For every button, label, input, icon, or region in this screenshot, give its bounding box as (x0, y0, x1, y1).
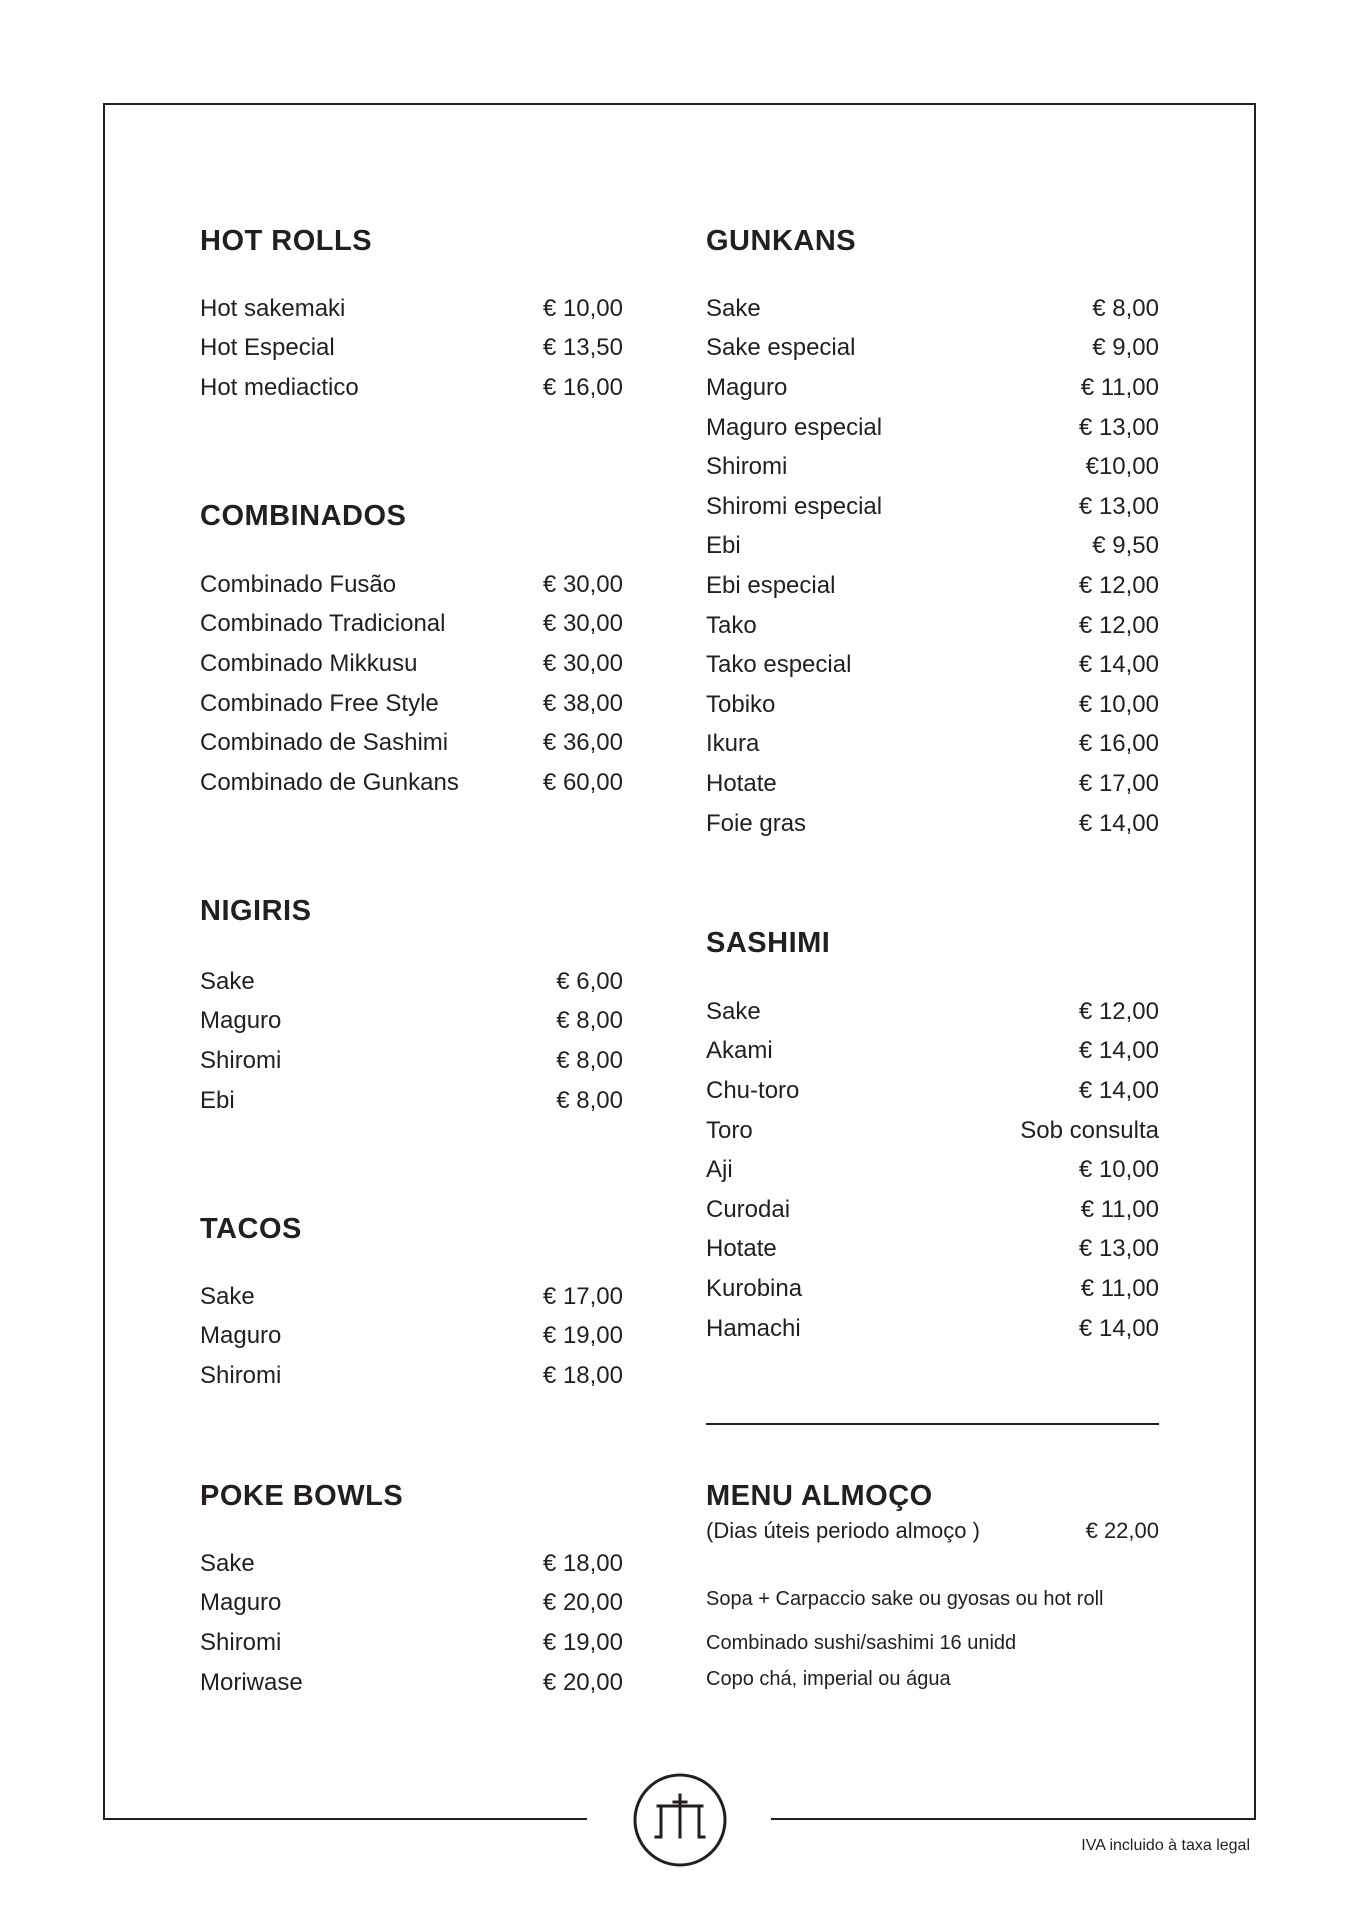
item-price: € 20,00 (542, 1668, 623, 1696)
menu-item (706, 645, 1159, 685)
item-price: € 6,00 (556, 967, 623, 995)
item-name: Combinado Tradicional (200, 610, 446, 638)
item-name: Combinado Mikkusu (200, 649, 418, 677)
item-name: Maguro especial (706, 413, 883, 441)
menu-item (200, 1584, 623, 1624)
section-title-tacos: TACOS (200, 1213, 302, 1245)
menu-item (706, 447, 1159, 487)
item-name: Shiromi (200, 1046, 282, 1074)
item-name: Tako especial (706, 651, 852, 679)
menu-item (706, 1309, 1159, 1349)
item-name: Combinado Fusão (200, 570, 397, 598)
section-title-nigiris: NIGIRIS (200, 895, 312, 927)
item-name: Shiromi (706, 453, 788, 481)
item-price: € 9,00 (1092, 334, 1159, 362)
item-name: Sake especial (706, 334, 856, 362)
item-price: € 17,00 (1078, 769, 1159, 797)
item-name: Kurobina (706, 1274, 803, 1302)
menu-item (706, 289, 1159, 329)
bottom-border-right (771, 1818, 1256, 1820)
menu-almoco-line: Combinado sushi/sashimi 16 unidd (706, 1632, 1017, 1654)
item-price: € 30,00 (542, 570, 623, 598)
menu-item (200, 289, 623, 329)
item-name: Maguro (200, 1007, 282, 1035)
item-name: Ebi especial (706, 571, 836, 599)
item-name: Combinado de Gunkans (200, 768, 459, 796)
item-price: € 12,00 (1078, 611, 1159, 639)
item-name: Hot Especial (200, 334, 335, 362)
item-price: € 11,00 (1080, 1195, 1159, 1223)
item-name: Hotate (706, 769, 777, 797)
item-price: € 18,00 (542, 1361, 623, 1389)
item-price: € 11,00 (1080, 373, 1159, 401)
menu-item (200, 605, 623, 645)
item-price: € 38,00 (542, 689, 623, 717)
section-title-hot-rolls: HOT ROLLS (200, 225, 373, 257)
item-price: € 13,00 (1078, 1235, 1159, 1263)
menu-item (200, 1663, 623, 1703)
item-name: Sake (706, 294, 761, 322)
section-title-combinados: COMBINADOS (200, 500, 407, 532)
item-name: Akami (706, 1037, 773, 1065)
item-price: € 13,00 (1078, 492, 1159, 520)
item-price: € 14,00 (1078, 1076, 1159, 1104)
section-title-menu-almoco: MENU ALMOÇO (706, 1480, 933, 1512)
menu-almoco-line: Sopa + Carpaccio sake ou gyosas ou hot roll (706, 1588, 1104, 1610)
section-divider (706, 1423, 1159, 1425)
menu-item (200, 1277, 623, 1317)
menu-item (200, 1041, 623, 1081)
item-price: € 8,00 (556, 1086, 623, 1114)
menu-item (200, 1356, 623, 1396)
item-name: Hamachi (706, 1314, 801, 1342)
menu-item (200, 763, 623, 803)
tax-note: IVA incluido à taxa legal (1081, 1837, 1250, 1854)
item-name: Hotate (706, 1235, 777, 1263)
section-items-combinados (200, 565, 623, 803)
menu-almoco-subtitle: (Dias úteis periodo almoço ) (706, 1518, 980, 1543)
item-price: € 18,00 (542, 1549, 623, 1577)
item-price: € 14,00 (1078, 809, 1159, 837)
section-title-sashimi: SASHIMI (706, 927, 831, 959)
item-price: € 10,00 (1078, 1156, 1159, 1184)
menu-item (706, 1190, 1159, 1230)
item-name: Maguro (200, 1589, 282, 1617)
item-price: € 30,00 (542, 610, 623, 638)
item-price: € 16,00 (1078, 730, 1159, 758)
section-items-nigiris (200, 962, 623, 1120)
item-price: € 60,00 (542, 768, 623, 796)
section-items-gunkans (706, 289, 1159, 843)
item-price: € 13,50 (542, 334, 623, 362)
item-price: € 20,00 (542, 1589, 623, 1617)
menu-item (706, 408, 1159, 448)
item-price: € 13,00 (1078, 413, 1159, 441)
item-name: Tobiko (706, 690, 776, 718)
item-name: Ikura (706, 730, 760, 758)
menu-item (706, 487, 1159, 527)
item-price: € 8,00 (556, 1007, 623, 1035)
menu-almoco-price: € 22,00 (1085, 1518, 1159, 1543)
menu-item (200, 1317, 623, 1357)
item-price: € 19,00 (542, 1628, 623, 1656)
item-name: Shiromi (200, 1361, 282, 1389)
item-name: Sake (706, 997, 761, 1025)
section-title-gunkans: GUNKANS (706, 225, 857, 257)
menu-almoco-line: Copo chá, imperial ou água (706, 1668, 951, 1690)
item-name: Toro (706, 1116, 753, 1144)
item-price: € 10,00 (1078, 690, 1159, 718)
menu-item (706, 804, 1159, 844)
item-name: Combinado Free Style (200, 689, 439, 717)
menu-item (200, 368, 623, 408)
item-name: Aji (706, 1156, 733, 1184)
menu-item (200, 1544, 623, 1584)
menu-item (706, 725, 1159, 765)
menu-item (706, 1230, 1159, 1270)
menu-item (706, 606, 1159, 646)
item-price: € 12,00 (1078, 571, 1159, 599)
item-name: Hot sakemaki (200, 294, 346, 322)
item-name: Foie gras (706, 809, 807, 837)
item-price: € 19,00 (542, 1322, 623, 1350)
menu-item (706, 685, 1159, 725)
menu-item (706, 764, 1159, 804)
item-price: € 11,00 (1080, 1274, 1159, 1302)
item-price: € 14,00 (1078, 651, 1159, 679)
bottom-border-left (103, 1818, 587, 1820)
item-name: Ebi (706, 532, 741, 560)
item-name: Sake (200, 967, 255, 995)
menu-item (200, 1081, 623, 1121)
menu-item (706, 1269, 1159, 1309)
section-title-poke-bowls: POKE BOWLS (200, 1480, 404, 1512)
item-name: Maguro (706, 373, 788, 401)
item-price: € 12,00 (1078, 997, 1159, 1025)
menu-item (706, 1150, 1159, 1190)
item-price: € 36,00 (542, 729, 623, 757)
menu-item (706, 992, 1159, 1032)
item-price: € 30,00 (542, 649, 623, 677)
item-price: €10,00 (1085, 453, 1159, 481)
item-name: Tako (706, 611, 757, 639)
item-name: Sake (200, 1549, 255, 1577)
menu-item (706, 1071, 1159, 1111)
item-price: € 16,00 (542, 373, 623, 401)
item-price: € 17,00 (542, 1282, 623, 1310)
item-name: Chu-toro (706, 1076, 800, 1104)
item-price: € 10,00 (542, 294, 623, 322)
menu-item (200, 565, 623, 605)
menu-item (200, 329, 623, 369)
menu-item (200, 1623, 623, 1663)
item-name: Hot mediactico (200, 373, 359, 401)
item-price: € 14,00 (1078, 1314, 1159, 1342)
menu-item (200, 644, 623, 684)
section-items-sashimi (706, 992, 1159, 1348)
item-name: Sake (200, 1282, 255, 1310)
item-name: Shiromi especial (706, 492, 883, 520)
item-price: € 14,00 (1078, 1037, 1159, 1065)
menu-item (706, 1032, 1159, 1072)
item-name: Shiromi (200, 1628, 282, 1656)
item-price: € 9,50 (1092, 532, 1159, 560)
item-name: Moriwase (200, 1668, 303, 1696)
menu-item (200, 1002, 623, 1042)
menu-item (200, 684, 623, 724)
item-name: Maguro (200, 1322, 282, 1350)
item-price: € 8,00 (1092, 294, 1159, 322)
menu-item (706, 527, 1159, 567)
item-name: Curodai (706, 1195, 791, 1223)
menu-item (706, 329, 1159, 369)
section-items-tacos (200, 1277, 623, 1396)
item-price: Sob consulta (1020, 1116, 1159, 1144)
restaurant-logo-icon (631, 1771, 729, 1869)
item-name: Combinado de Sashimi (200, 729, 449, 757)
item-name: Ebi (200, 1086, 235, 1114)
item-price: € 8,00 (556, 1046, 623, 1074)
menu-item (200, 962, 623, 1002)
menu-item (200, 723, 623, 763)
menu-almoco-subtitle-row (706, 1516, 1159, 1546)
menu-item (706, 1111, 1159, 1151)
section-items-hot-rolls (200, 289, 623, 408)
menu-item (706, 368, 1159, 408)
menu-item (706, 566, 1159, 606)
section-items-poke-bowls (200, 1544, 623, 1702)
